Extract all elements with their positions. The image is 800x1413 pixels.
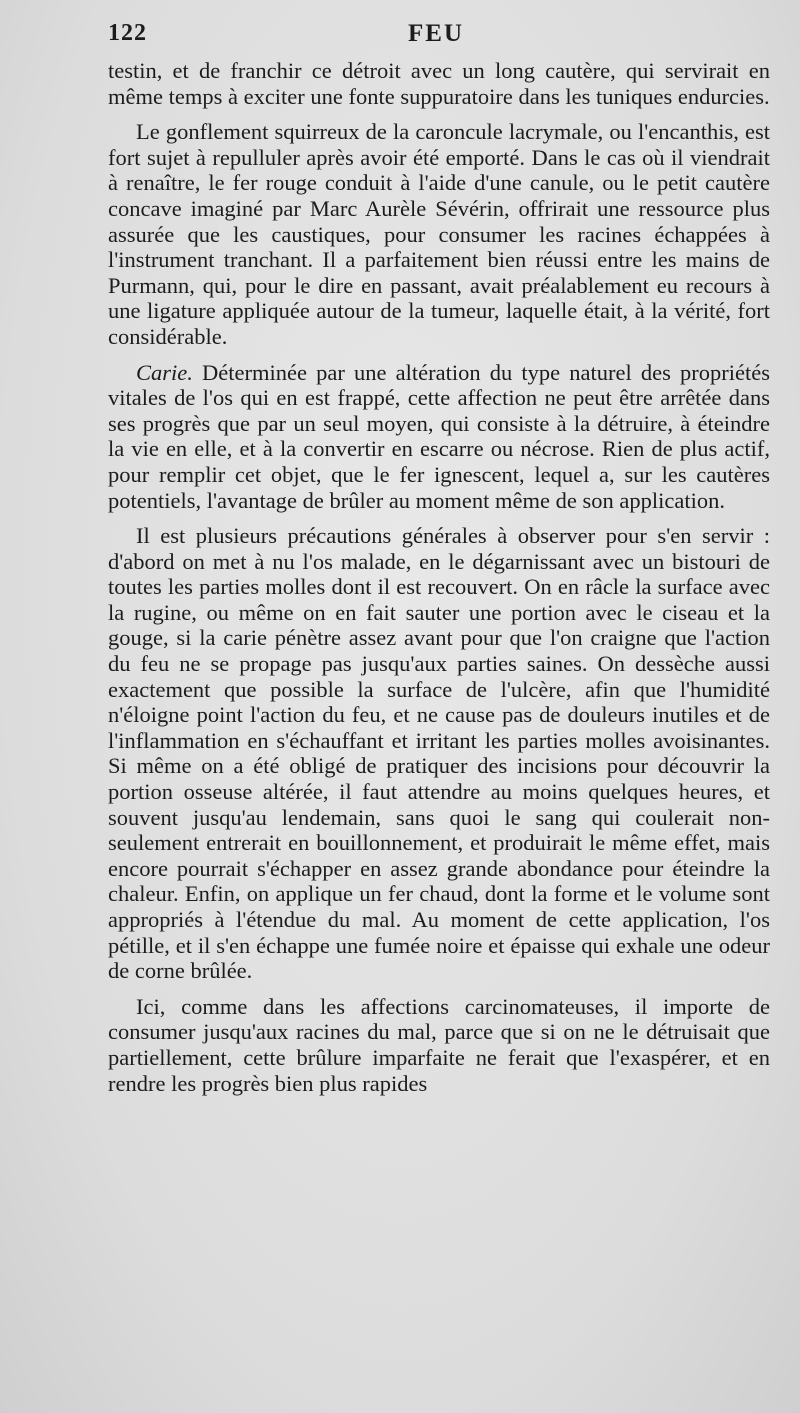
body-text: [108, 58, 770, 1096]
paragraph-encanthis: Le gonflement squirreux de la caroncule lacrymale, ou l'encanthis, est fort sujet à repulluler après avoir été emporté. Dans le cas où il viendrait à renaître, le fer rouge conduit à l'aide d'une canule, ou le petit cautère concave imaginé par Marc Aurèle Sévérin, offrirait une ressource plus assurée que les caustiques, pour consumer les racines échappées à l'instrument tranchant. Il a parfaitement bien réussi entre les mains de Purmann, qui, pour le dire en passant, avait préalablement eu recours à une ligature appliquée autour de la tumeur, laquelle était, à la vérité, fort considérable.: [108, 119, 770, 349]
paragraph-carie-text: Déterminée par une altération du type naturel des propriétés vitales de l'os qui en est frappé, cette affection ne peut être arrêtée dans ses progrès que par un seul moyen, qui consiste à la détruire, à éteindre la vie en elle, et à la convertir en escarre ou nécrose. Rien de plus actif, pour remplir cet objet, que le fer ignescent, lequel a, sur les cautères potentiels, l'avantage de brûler au moment même de son application.: [108, 359, 770, 513]
paragraph-carie: [108, 360, 770, 514]
running-head: FEU: [408, 20, 464, 47]
paragraph-precautions: Il est plusieurs précautions générales à observer pour s'en servir : d'abord on met à nu l'os malade, en le dégarnissant avec un bistouri de toutes les parties molles dont il est recouvert. On en râcle la surface avec la rugine, ou même on en fait sauter une portion avec le ciseau et la gouge, si la carie pénètre assez avant pour que l'on craigne que l'action du feu ne se propage pas jusqu'aux parties saines. On dessèche aussi exactement que possible la surface de l'ulcère, afin que l'humidité n'éloigne point l'action du feu, et ne cause pas de douleurs inutiles et de l'inflammation en s'échauffant et irritant les parties molles avoisinantes. Si même on a été obligé de pratiquer des incisions pour découvrir la portion osseuse altérée, il faut attendre au moins quelques heures, et souvent jusqu'au lendemain, sans quoi le sang qui coulerait non-seulement entrerait en bouillonnement, et produirait le même effet, mais encore pourrait s'échapper en assez grande abondance pour éteindre la chaleur. Enfin, on applique un fer chaud, dont la forme et le volume sont appropriés à l'étendue du mal. Au moment de cette application, l'os pétille, et il s'en échappe une fumée noire et épaisse qui exhale une odeur de corne brûlée.: [108, 523, 770, 984]
section-term-carie: Carie.: [136, 359, 193, 385]
paragraph-continued: testin, et de franchir ce détroit avec un long cautère, qui servirait en même temps à exciter une fonte suppuratoire dans les tuniques endurcies.: [108, 58, 770, 109]
page-number: 122: [108, 20, 147, 46]
page-header: [108, 20, 770, 58]
paragraph-carcinomateuses: Ici, comme dans les affections carcinomateuses, il importe de consumer jusqu'aux racines du mal, parce que si on ne le détruisait que partiellement, cette brûlure imparfaite ne ferait que l'exaspérer, et en rendre les progrès bien plus rapides: [108, 993, 770, 1096]
